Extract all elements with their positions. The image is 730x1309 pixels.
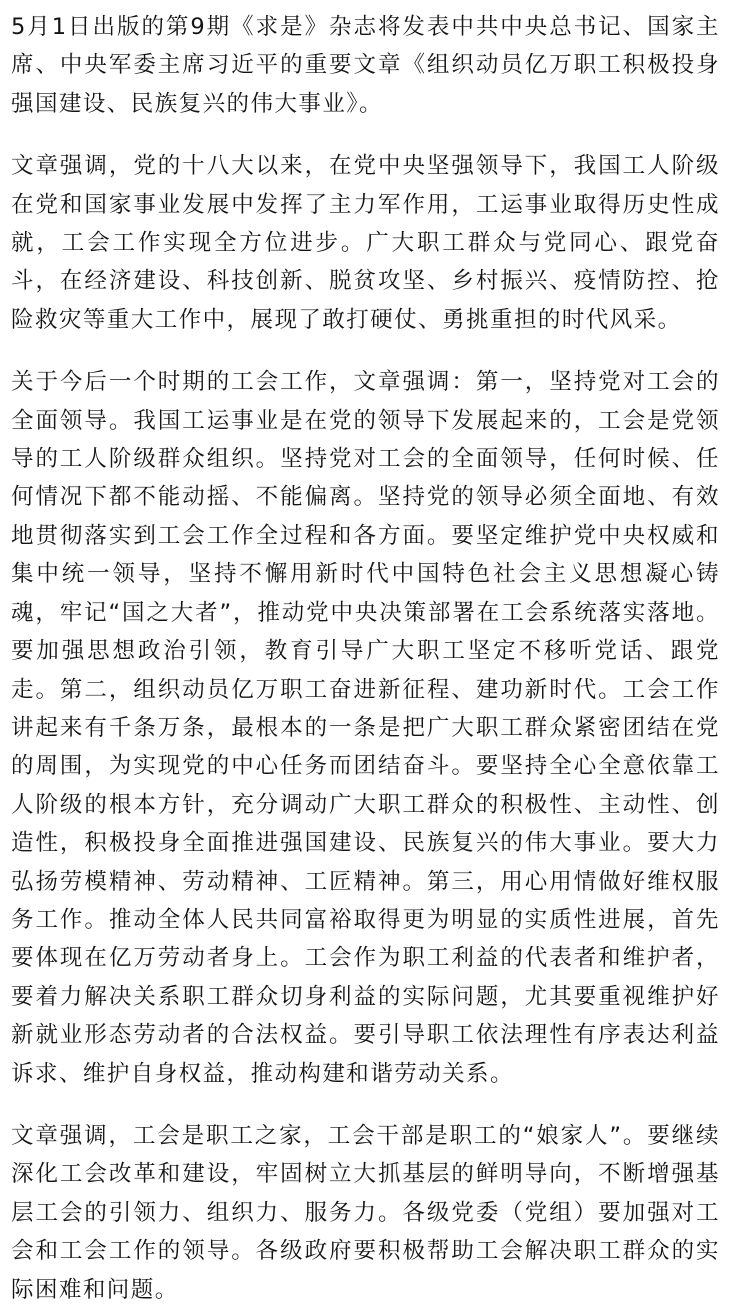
paragraph-intro: 5月1日出版的第9期《求是》杂志将发表中共中央总书记、国家主席、中央军委主席习近平的重要文章《组织动员亿万职工积极投身强国建设、民族复兴的伟大事业》。 xyxy=(11,14,720,117)
paragraph-achievements: 文章强调，党的十八大以来，在党中央坚强领导下，我国工人阶级在党和国家事业发展中发挥了主力军作用，工运事业取得历史性成就，工会工作实现全方位进步。广大职工群众与党同心、跟党奋斗，在经济建设、科技创新、脱贫攻坚、乡村振兴、疫情防控、抢险救灾等重大工作中，展现了敢打硬仗、勇挑重担的时代风采。 xyxy=(11,153,720,333)
paragraph-future-work: 关于今后一个时期的工会工作，文章强调：第一，坚持党对工会的全面领导。我国工运事业是在党的领导下发展起来的，工会是党领导的工人阶级群众组织。坚持党对工会的全面领导，任何时候、任何情况下都不能动摇、不能偏离。坚持党的领导必须全面地、有效地贯彻落实到工会工作全过程和各方面。要坚定维护党中央权威和集中统一领导，坚持不懈用新时代中国特色社会主义思想凝心铸魂，牢记“国之大者”，推动党中央决策部署在工会系统落实落地。要加强思想政治引领，教育引导广大职工坚定不移听党话、跟党走。第二，组织动员亿万职工奋进新征程、建功新时代。工会工作讲起来有千条万条，最根本的一条是把广大职工群众紧密团结在党的周围，为实现党的中心任务而团结奋斗。要坚持全心全意依靠工人阶级的根本方针，充分调动广大职工群众的积极性、主动性、创造性，积极投身全面推进强国建设、民族复兴的伟大事业。要大力弘扬劳模精神、劳动精神、工匠精神。第三，用心用情做好维权服务工作。推动全体人民共同富裕取得更为明显的实质性进展，首先要体现在亿万劳动者身上。工会作为职工利益的代表者和维护者，要着力解决关系职工群众切身利益的实际问题，尤其要重视维护好新就业形态劳动者的合法权益。要引导职工依法理性有序表达利益诉求、维护自身权益，推动构建和谐劳动关系。 xyxy=(11,369,720,1087)
paragraph-union-role: 文章强调，工会是职工之家，工会干部是职工的“娘家人”。要继续深化工会改革和建设，牢固树立大抓基层的鲜明导向，不断增强基层工会的引领力、组织力、服务力。各级党委（党组）要加强对工会和工会工作的领导。各级政府要积极帮助工会解决职工群众的实际困难和问题。 xyxy=(11,1122,720,1303)
